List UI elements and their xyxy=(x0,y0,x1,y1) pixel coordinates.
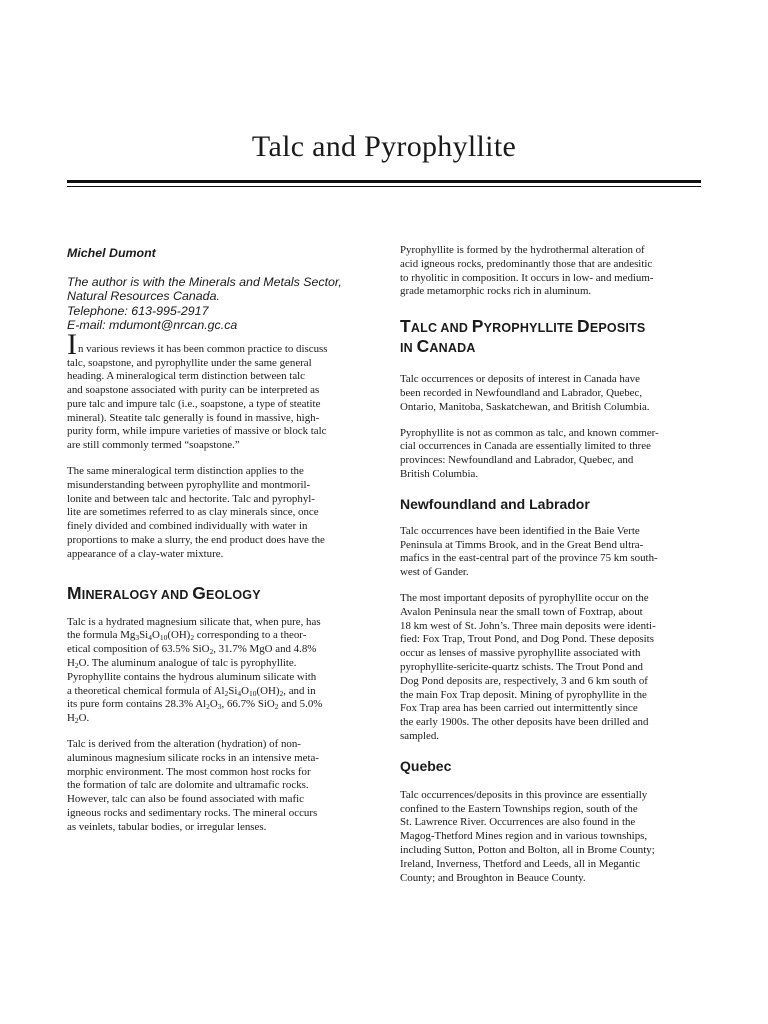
author-affiliation: The author is with the Minerals and Metals Sector, Natural Resources Canada. Telephone: 613-995-2917 E-mail: mdumont@nrcan.gc.ca xyxy=(67,274,342,332)
alteration-paragraph: Talc is derived from the alteration (hydration) of non- aluminous magnesium silicate rocks in an intensive meta- morphic environment. The most common host rocks for the formation of talc are dolomite and ultramafic rocks. However, talc can also be found associated with mafic igneous rocks and sedimentary rocks. The mineral occurs as veinlets, tabular bodies, or irregular lenses. xyxy=(67,738,319,833)
drop-cap: I xyxy=(67,327,77,361)
subheading-newfoundland: Newfoundland and Labrador xyxy=(400,495,590,512)
pyrophyllite-formation-paragraph: Pyrophyllite is formed by the hydrothermal alteration of acid igneous rocks, predominantly those that are andesitic to rhyolitic in composition. It occurs in low- and medium- grade metamorphic rocks rich in aluminum. xyxy=(400,244,654,298)
heading-deposits-canada: TALC AND PYROPHYLLITE DEPOSITS IN CANADA xyxy=(400,316,646,357)
left-column xyxy=(67,244,367,847)
pyrophyllite-occurrences-paragraph: Pyrophyllite is not as common as talc, and known commer- cial occurrences in Canada are essentially limited to three provinces: Newfoundland and Labrador, Quebec, and British Columbia. xyxy=(400,426,659,480)
page-title: Talc and Pyrophyllite xyxy=(251,130,517,163)
right-column xyxy=(400,244,700,897)
author-name: Michel Dumont xyxy=(67,246,156,260)
terminology-paragraph: The same mineralogical term distinction applies to the misunderstanding between pyrophyllite and montmoril- lonite and between talc and hectorite. Talc and pyrophyl- lite are sometimes referred to as clay minerals since, once finely divided and combined individually with water in proportions to make a slurry, the end product does have the appearance of a clay-water mixture. xyxy=(67,465,325,560)
title-rule-thin xyxy=(67,186,701,187)
quebec-paragraph: Talc occurrences/deposits in this province are essentially confined to the Eastern Townships region, south of the St. Lawrence River. Occurrences are also found in the Magog-Thetford Mines region and in various townships, including Sutton, Potton and Bolton, all in Brome County; Ireland, Inverness, Thetford and Leeds, all in Megantic County; and Broughton in Beauce County. xyxy=(400,788,655,884)
subheading-quebec: Quebec xyxy=(400,757,452,774)
heading-mineralogy-geology: MINERALOGY AND GEOLOGY xyxy=(67,582,261,603)
newfoundland-pyrophyllite-paragraph: The most important deposits of pyrophyllite occur on the Avalon Peninsula near the small town of Foxtrap, about 18 km west of St. John’s. Three main deposits were identi- fied: Fox Trap, Trout Pond, and Dog Pond. These deposits occur as lenses of massive pyrophyllite associated with pyrophyllite-sericite-quartz schists. The Trout Pond and Dog Pond deposits are, respectively, 3 and 6 km south of the main Fox Trap deposit. Mining of pyrophyllite in the Fox Trap area has been carried out intermittently since the early 1900s. The other deposits have been drilled and sampled. xyxy=(400,591,656,742)
intro-paragraph xyxy=(67,327,367,454)
intro-text: n various reviews it has been common practice to discuss talc, soapstone, and pyrophyllite under the same general heading. A mineralogical term distinction between talc and soapstone associated with purity can be interpreted as pure talc and impure talc (i.e., soapstone, a type of steatite mineral). Steatite talc generally is found in massive, high- purity form, while impure varieties of massive or block talc are still commonly termed “soapstone.” xyxy=(67,342,328,452)
newfoundland-talc-paragraph: Talc occurrences have been identified in the Baie Verte Peninsula at Timms Brook, and in the Great Bend ultra- mafics in the east-central part of the province 75 km south- west of Gander. xyxy=(400,524,658,579)
mineralogy-paragraph: Talc is a hydrated magnesium silicate that, when pure, has the formula $Mg_3Si_4O_{10}(OH)_2$ corresponding to a theor- etical composition of 63.5% SiO$_2$, 31.7% MgO and 4.8% $H_2O$. The aluminum analogue of talc is pyrophyllite. Pyrophyllite contains the hydrous aluminum silicate with a theoretical chemical formula of $Al_2Si_4O_{10}(OH)_2$, and in its pure form contains 28.3% $Al_2O_3$, 66.7% SiO$_2$ and 5.0% $H_2O$. xyxy=(67,615,323,726)
title-rule-thick xyxy=(67,180,701,183)
talc-occurrences-paragraph: Talc occurrences or deposits of interest in Canada have been recorded in Newfoundland and Labrador, Quebec, Ontario, Manitoba, Saskatchewan, and British Columbia. xyxy=(400,373,650,413)
